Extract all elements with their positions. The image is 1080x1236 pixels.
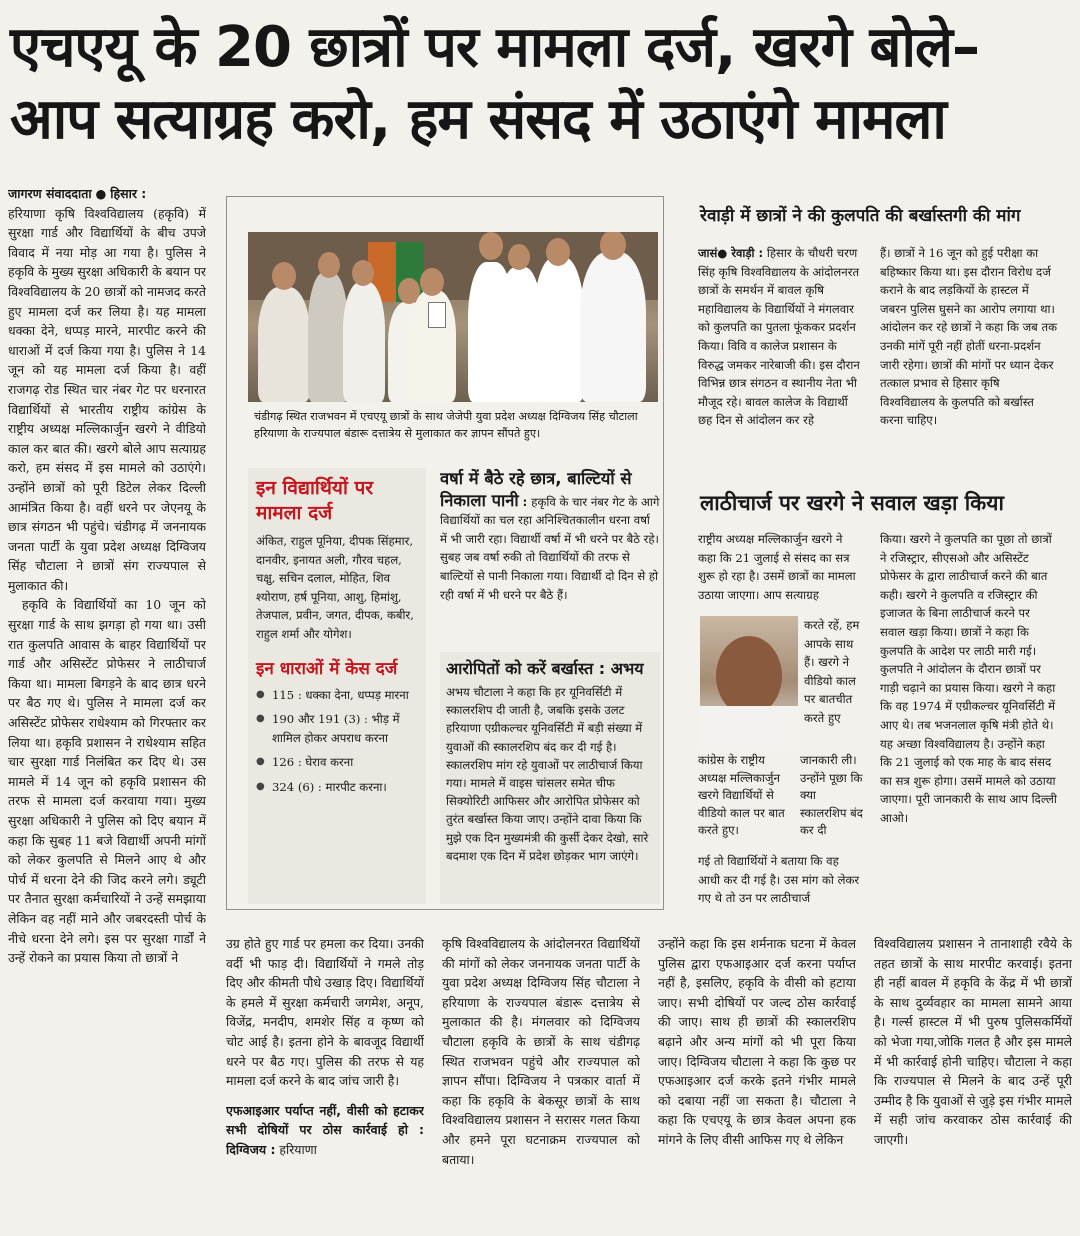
- rewari-text-1: हिसार के चौधरी चरण सिंह कृषि विश्वविद्यालय के आंदोलनरत छात्रों के समर्थन में बावल कृषि महाविद्यालय के विद्यार्थियों ने मंगलवार को कुलपति का पुतला फूंककर प्रदर्शन किया। विवि व कालेज प्रशासन के विरुद्ध जमकर नारेबाजी की। इस दौरान विभिन्न छात्र संगठन व स्थानीय नेता भी मौजूद रहे। बावल कालेज के विद्यार्थी छह दिन से आंदोलन कर रहे: [698, 246, 860, 428]
- sections-list: [248, 686, 426, 797]
- main-story-column-3: कृषि विश्वविद्यालय के आंदोलनरत विद्यार्थियों की मांगों को लेकर जननायक जनता पार्टी के युवा प्रदेश अध्यक्ष दिग्विजय सिंह चौटाला ने हरियाणा के राज्यपाल बंडारू दत्तात्रेय से मुलाकात की है। मंगलवार को दिग्विजय चौटाला हकृवि के छात्रों के साथ चंडीगढ़ स्थित राजभवन पहुंचे और राज्यपाल को ज्ञापन सौंपा। दिग्विजय ने पत्रकार वार्ता में कहा कि हकृवि के बेकसूर छात्रों के साथ विश्वविद्यालय प्रशासन ने सरासर गलत किया और हमने पूरा घटनाक्रम राज्यपाल को बताया।: [442, 936, 640, 1167]
- kharge-photo-caption: कांग्रेस के राष्ट्रीय अध्यक्ष मल्लिकार्जुन खरगे विद्यार्थियों से वीडियो काल पर बात करते हुए।: [698, 753, 785, 838]
- rewari-byline: जासं● रेवाड़ी :: [698, 246, 764, 260]
- rewari-story-col-1: [698, 244, 862, 478]
- main-story-text-3: उग्र होते हुए गार्ड पर हमला कर दिया। उनकी वर्दी भी फाड़ दी। विद्यार्थियों ने गमले तोड़ दिए और कीमती पौधे उखाड़ दिए। विद्यार्थियों के हमले में सुरक्षा कर्मचारी जगमेश, अनूप, विजेंद्र, मनदीप, शमशेर सिंह व कृष्ण को चोट आई है। इतना होने के बावजूद विद्यार्थी धरने पर बैठ गए। पुलिस की तरफ से यह मामला दर्ज करने के बाद जांच जारी है।: [226, 936, 424, 1089]
- headline-line-2: आप सत्याग्रह करो, हम संसद में उठाएंगे मामला: [10, 87, 946, 152]
- rain-story-place: हकृवि के चार: [531, 494, 588, 509]
- main-story-column-2: [226, 934, 424, 1230]
- section-item: ● 115 : धक्का देना, धप्पड़ मारना: [256, 686, 420, 705]
- sections-title: इन धाराओं में केस दर्ज: [256, 658, 398, 679]
- rewari-story-title: रेवाड़ी में छात्रों ने की कुलपति की बर्खास्तगी की मांग: [700, 206, 1021, 226]
- photo-caption: चंडीगढ़ स्थित राजभवन में एचएयू छात्रों के साथ जेजेपी युवा प्रदेश अध्यक्ष दिग्विजय सिंह चौटाला हरियाणा के राज्यपाल बंडारू दत्तात्रेय से मुलाकात कर ज्ञापन सौंपते हुए।: [254, 410, 638, 440]
- rain-story-title: वर्षा में बैठे रहे छात्र, बाल्टियों से निकाला पानी: [440, 469, 632, 510]
- students-names: अंकित, राहुल पूनिया, दीपक सिंहमार, दानवीर, इनायत अली, गौरव चहल, चक्षु, सचिन दलाल, मोहित, शिव श्योराण, हर्ष पूनिया, आशु, हिमांशु, तेजपाल, प्रवीन, जगत, दीपक, कबीर, राहुल शर्मा और योगेश।: [256, 534, 414, 641]
- rewari-story-col-2: हैं। छात्रों ने 16 जून को हुई परीक्षा का बहिष्कार किया था। इस दौरान विरोध दर्ज कराने के बाद लड़कियों के हास्टल में जबरन पुलिस घुसने का आरोप लगाया था। आंदोलन कर रहे छात्रों ने कहा कि जब तक उनकी मांगें पूरी नहीं होतीं धरना-प्रदर्शन जारी रहेगा। छात्रों की मांगों पर ध्यान देकर तत्काल प्रभाव से हिसार कृषि विश्वविद्यालय के कुलपति को बर्खास्त करना चाहिए।: [880, 246, 1058, 428]
- section-item: ● 126 : घेराव करना: [256, 753, 420, 772]
- abhay-story-text: अभय चौटाला ने कहा कि हर यूनिवर्सिटी में स्कालरशिप दी जाती है, जबकि इसके उलट हरियाणा एग्रीकल्चर यूनिवर्सिटी में बड़ी संख्या में युवाओं की स्कालरशिप बंद कर दी गई है। स्कालरशिप मांग रहे युवाओं पर लाठीचार्ज किया गया। मामले में वाइस चांसलर समेत चीफ सिक्योरिटी आफिसर और आरोपित प्रोफेसर को तुरंत बर्खास्त किया जाए। उन्होंने दावा किया कि मुझे एक दिन मुख्यमंत्री की कुर्सी देकर देखो, सारे बदमाश एक दिन में प्रदेश छोड़कर भाग जाएंगे।: [446, 685, 649, 863]
- rain-story: वर्षा में बैठे रहे छात्र, बाल्टियों से निकाला पानी : हकृवि के चार नंबर गेट के आगे विद्यार्थियों का चल रहा अनिश्चितकालीन धरना वर्षा में भी जारी रहा। विद्यार्थी वर्षा में भी धरने पर बैठे रहे। सुबह जब वर्षा रुकी तो विद्यार्थियों की तरफ से बाल्टियों से पानी निकाला गया। विद्यार्थी दो दिन से हो रही वर्षा में भी धरने पर बैठे हैं।: [440, 469, 660, 602]
- kharge-story-title: लाठीचार्ज पर खरगे ने सवाल खड़ा किया: [700, 491, 1004, 515]
- abhay-story: [440, 652, 660, 904]
- kharge-story-col-2: किया। खरगे ने कुलपति का पूछा तो छात्रों ने रजिस्ट्रार, सीएसओ और असिस्टेंट प्रोफेसर के द्वारा लाठीचार्ज करने की बात कही। खरगे ने कुलपति व रजिस्ट्रार की इजाजत के बिना लाठीचार्ज करने पर सवाल खड़ा किया। छात्रों ने कहा कि कुलपति के आदेश पर लाठी मारी गई। कुलपति ने आंदोलन के दौरान छात्रों पर गाड़ी चढ़ाने का प्रयास किया। खरगे ने कहा कि वह 1974 में एग्रीकल्चर यूनिवर्सिटी में आए थे। तब भजनलाल कृषि मंत्री होते थे। यह अच्छा विश्वविद्यालय है। उन्होंने कहा कि 21 जुलाई को एक माह के बाद संसद का सत्र शुरू होगा। उसमें मामले को उठाया जाएगा। पूरी जानकारी के साथ आप दिल्ली आओ।: [880, 532, 1057, 825]
- chautala-subheading-place: हरियाणा: [279, 1141, 317, 1157]
- rain-story-text: नंबर गेट के आगे विद्यार्थियों का चल रहा अनिश्चितकालीन धरना वर्षा में भी जारी रहा। विद्यार्थी वर्षा में भी धरने पर बैठे रहे। सुबह जब वर्षा रुकी तो विद्यार्थियों की तरफ से बाल्टियों से पानी निकाला गया। विद्यार्थी दो दिन से हो रही वर्षा में भी धरने पर बैठे हैं।: [440, 494, 660, 602]
- section-item: ● 324 (6) : मारपीट करना।: [256, 778, 420, 797]
- main-story-column-1: जागरण संवाददाता ● हिसार : हरियाणा कृषि विश्वविद्यालय (हकृवि) में सुरक्षा गार्ड और विद्यार्थियों के बीच उपजे विवाद में नया मोड़ आ गया है। पुलिस ने हकृवि के मुख्य सुरक्षा अधिकारी के बयान पर विश्वविद्यालय के 20 छात्रों को नामजद करते हुए मामला दर्ज कर लिया है। यह मामला धक्का देने, धप्पड़ मारने, मारपीट करने की धाराओं में दर्ज किया गया है। पुलिस ने 14 जून को यह मामला दर्ज किया है। वहीं राजगढ़ रोड स्थित चार नंबर गेट पर धरनारत विद्यार्थियों से भारतीय राष्ट्रीय कांग्रेस के राष्ट्रीय अध्यक्ष मल्लिकार्जुन खरगे ने वीडियो काल कर बात की। खरगे बोले आप सत्याग्रह करो, हम संसद में इस मामले को उठाएंगे। उन्होंने छात्रों को पूरी डिटेल लेकर दिल्ली आमंत्रित किया है। वहीं धरने पर जेएनयू के छात्र संगठन भी पहुंचे। चंडीगढ़ में जननायक जनता पार्टी के युवा प्रदेश अध्यक्ष दिग्विजय सिंह चौटाला ने छात्रों संग राज्यपाल से मुलाकात की। हकृवि के विद्यार्थियों का 10 जून को सुरक्षा गार्ड के साथ झगड़ा हो गया था। उसी रात कुलपति आवास के बाहर विद्यार्थियों पर गार्ड और असिस्टेंट प्रोफेसर ने लाठीचार्ज किया था। मामला बिगड़ने के बाद छात्र धरने पर बैठ गए थे। पुलिस ने मामला दर्ज कर असिस्टेंट प्रोफेसर राधेश्याम को गिरफ्तार कर लिया था। हकृवि प्रशासन ने राधेश्याम सहित चार सुरक्षा गार्ड निलंबित कर दिए थे। उस मामले में 14 जून को हकृवि प्रशासन की तरफ से मामला दर्ज करवाया गया। मुख्य सुरक्षा अधिकारी ने पुलिस को दिए बयान में कहा कि सुबह 11 बजे विद्यार्थी अपनी मांगों को लेकर कुलपति से मिलने आए थे और पोर्च में धरना देने की जिद करने लगे। ड्यूटी पर तैनात सुरक्षा कर्मचारियों ने उन्हें समझाया लेकिन वह नहीं माने और जबरदस्ती पोर्च के नीचे धरना देने लगे। इस पर सुरक्षा गार्डों ने उन्हें रोकने का प्रयास किया तो छात्रों ने: [8, 184, 206, 1230]
- main-story-text-2: हकृवि के विद्यार्थियों का 10 जून को सुरक्षा गार्ड के साथ झगड़ा हो गया था। उसी रात कुलपति आवास के बाहर विद्यार्थियों पर गार्ड और असिस्टेंट प्रोफेसर ने लाठीचार्ज किया था। मामला बिगड़ने के बाद छात्र धरने पर बैठ गए थे। पुलिस ने मामला दर्ज कर असिस्टेंट प्रोफेसर राधेश्याम को गिरफ्तार कर लिया था। हकृवि प्रशासन ने राधेश्याम सहित चार सुरक्षा गार्ड निलंबित कर दिए थे। उस मामले में 14 जून को हकृवि प्रशासन की तरफ से मामला दर्ज करवाया गया। मुख्य सुरक्षा अधिकारी ने पुलिस को दिए बयान में कहा कि सुबह 11 बजे विद्यार्थी अपनी मांगों को लेकर कुलपति से मिलने आए थे और पोर्च में धरना देने की जिद करने लगे। ड्यूटी पर तैनात सुरक्षा कर्मचारियों ने उन्हें समझाया लेकिन वह नहीं माने और जबरदस्ती पोर्च के नीचे धरना देने लगे। इस पर सुरक्षा गार्डों ने उन्हें रोकने का प्रयास किया तो छात्रों ने: [8, 597, 206, 966]
- students-box-title: इन विद्यार्थियों पर मामला दर्ज: [256, 477, 374, 524]
- governor-meeting-photo: [248, 232, 658, 402]
- byline-place: हिसार :: [110, 186, 147, 201]
- abhay-story-title: आरोपितों को करें बर्खास्त : अभय: [446, 659, 644, 678]
- kharge-intro: राष्ट्रीय अध्यक्ष मल्लिकार्जुन खरगे ने कहा कि 21 जुलाई से संसद का सत्र शुरू हो रहा है। उसमें छात्रों का मामला उठाया जाएगा। आप सत्याग्रह: [698, 532, 856, 602]
- headline-line-1: एचएयू के 20 छात्रों पर मामला दर्ज, खरगे बोले–: [10, 15, 979, 80]
- chautala-subheading: एफआइआर पर्याप्त नहीं, वीसी को हटाकर सभी दोषियों पर ठोस कार्रवाई हो : दिग्विजय :: [226, 1102, 424, 1157]
- kharge-beside-text-2: जानकारी ली। उन्होंने पूछा कि क्या स्कालरशिप बंद कर दी: [800, 753, 863, 838]
- students-box: [248, 468, 426, 904]
- byline-source: जागरण संवाददाता: [8, 186, 92, 201]
- section-item: ● 190 और 191 (3) : भीड़ में शामिल होकर अपराध करना: [256, 710, 420, 747]
- main-story-text-1: हरियाणा कृषि विश्वविद्यालय (हकृवि) में सुरक्षा गार्ड और विद्यार्थियों के बीच उपजे विवाद में नया मोड़ आ गया है। पुलिस ने हकृवि के मुख्य सुरक्षा अधिकारी के बयान पर विश्वविद्यालय के 20 छात्रों को नामजद करते हुए मामला दर्ज कर लिया है। यह मामला धक्का देने, धप्पड़ मारने, मारपीट करने की धाराओं में दर्ज किया गया है। पुलिस ने 14 जून को यह मामला दर्ज किया है। वहीं राजगढ़ रोड स्थित चार नंबर गेट पर धरनारत विद्यार्थियों से भारतीय राष्ट्रीय कांग्रेस के राष्ट्रीय अध्यक्ष मल्लिकार्जुन खरगे ने वीडियो काल कर बात की। खरगे बोले आप सत्याग्रह करो, हम संसद में इस मामले को उठाएंगे। उन्होंने छात्रों को पूरी डिटेल लेकर दिल्ली आमंत्रित किया है। वहीं धरने पर जेएनयू के छात्र संगठन भी पहुंचे। चंडीगढ़ में जननायक जनता पार्टी के युवा प्रदेश अध्यक्ष दिग्विजय सिंह चौटाला ने छात्रों संग राज्यपाल से मुलाकात की।: [8, 205, 206, 593]
- main-story-column-4: उन्होंने कहा कि इस शर्मनाक घटना में केवल पुलिस द्वारा एफआइआर दर्ज करना पर्याप्त नहीं है, इसलिए, हकृवि के वीसी को हटाया जाए। सभी दोषियों पर जल्द ठोस कार्रवाई की जाए। साथ ही छात्रों की स्कालरशिप बढ़ाने और अन्य मांगों को भी पूरा किया जाए। दिग्विजय चौटाला ने कहा कि कुछ पर एफआइआर दर्ज करके इतने गंभीर मामले को दबाया नहीं जा सकता है। चौटाला ने कहा कि एचएयू के छात्र केवल अपना हक मांगने के लिए वीसी आफिस गए थे लेकिन: [658, 936, 856, 1147]
- kharge-portrait: [700, 616, 798, 748]
- kharge-beside-text: करते रहें, हम आपके साथ हैं। खरगे ने वीडियो काल पर बातचीत करते हुए: [804, 618, 860, 725]
- kharge-tail-text: गई तो विद्यार्थियों ने बताया कि वह आधी कर दी गई है। उस मांग को लेकर गए थे तो उन पर लाठीचार्ज: [698, 854, 860, 906]
- main-story-column-5: विश्वविद्यालय प्रशासन ने तानाशाही रवैये के तहत छात्रों के साथ मारपीट करवाई। इतना ही नहीं बावल में हकृवि के केंद्र में भी छात्रों के साथ दुर्व्यवहार का मामला सामने आया है। गर्ल्स हास्टल में भी पुरुष पुलिसकर्मियों को भेजा गया,जोकि गलत है और इस मामले में भी कार्रवाई होनी चाहिए। चौटाला ने कहा कि राज्यपाल से मिलने के बाद उन्हें पूरी उम्मीद है कि युवाओं से जुड़े इस गंभीर मामले में सही जांच करवाकर ठोस कार्रवाई की जाएगी।: [874, 936, 1072, 1147]
